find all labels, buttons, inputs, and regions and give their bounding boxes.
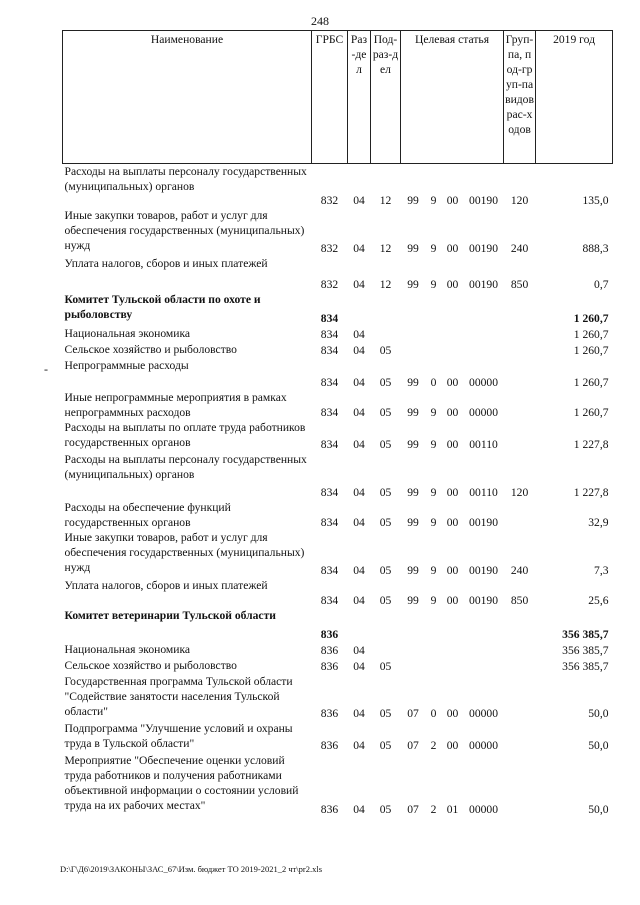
- row-target-code: 00000: [469, 802, 499, 816]
- row-expense-type: 850: [510, 593, 529, 607]
- row-expense-type: [504, 342, 536, 358]
- row-sum: 0,7: [594, 277, 609, 291]
- row-target-event: [442, 608, 464, 642]
- row-name: Расходы на выплаты персоналу государственных (муниципальных) органов: [64, 452, 307, 481]
- row-target-program: [401, 326, 426, 342]
- row-target-event: 00: [446, 515, 459, 529]
- row-sum: 1 260,7: [573, 311, 609, 325]
- table-row: [63, 642, 613, 658]
- row-grbs: 836: [320, 802, 339, 816]
- row-expense-type: 850: [510, 277, 529, 291]
- row-target-subprogram: [426, 292, 442, 326]
- row-target-subprogram: [426, 608, 442, 642]
- row-target-event: [442, 326, 464, 342]
- row-target-code: 00110: [469, 437, 498, 451]
- row-sum: 1 227,8: [573, 437, 609, 451]
- row-target-subprogram: 9: [430, 405, 437, 419]
- table-row: [63, 326, 613, 342]
- row-target-event: 00: [446, 277, 459, 291]
- row-name: Сельское хозяйство и рыболовство: [64, 658, 237, 672]
- table-row: [63, 608, 613, 642]
- row-sum: 135,0: [582, 193, 609, 207]
- row-sum: 356 385,7: [562, 659, 609, 673]
- row-target-subprogram: 9: [430, 437, 437, 451]
- row-podrazdel: 05: [379, 593, 392, 607]
- row-target-code: 00110: [469, 485, 498, 499]
- row-razdel: [348, 292, 371, 326]
- table-row: [63, 358, 613, 390]
- row-razdel: 04: [353, 405, 365, 419]
- row-target-subprogram: 9: [430, 485, 437, 499]
- row-razdel: 04: [353, 706, 365, 720]
- table-row: [63, 452, 613, 500]
- row-name: Расходы на выплаты персоналу государственных (муниципальных) органов: [64, 165, 307, 193]
- row-expense-type: [504, 674, 536, 721]
- row-target-event: 00: [446, 485, 459, 499]
- row-name: Комитет Тульской области по охоте и рыболовству: [64, 292, 261, 321]
- row-target-code: [464, 642, 504, 658]
- row-target-subprogram: 9: [430, 241, 437, 255]
- row-expense-type: 120: [510, 485, 529, 499]
- row-target-code: 00000: [469, 706, 499, 720]
- header-row: [63, 31, 613, 164]
- row-razdel: 04: [353, 563, 365, 577]
- row-grbs: 834: [320, 563, 339, 577]
- row-target-program: 99: [407, 405, 419, 419]
- row-target-code: 00190: [469, 241, 499, 255]
- row-razdel: 04: [353, 343, 365, 357]
- row-razdel: 04: [353, 241, 365, 255]
- table-row: [63, 500, 613, 530]
- row-target-event: 01: [446, 802, 459, 816]
- row-target-subprogram: 0: [430, 706, 437, 720]
- row-target-event: 00: [446, 706, 459, 720]
- row-grbs: 834: [320, 515, 339, 529]
- row-sum: 356 385,7: [562, 643, 609, 657]
- row-target-event: 00: [446, 437, 459, 451]
- row-grbs: 836: [320, 627, 339, 641]
- row-target-subprogram: 2: [430, 802, 437, 816]
- row-target-program: 99: [407, 515, 419, 529]
- row-sum: 50,0: [588, 706, 609, 720]
- row-name: Комитет ветеринарии Тульской области: [64, 608, 276, 622]
- row-target-program: 99: [407, 193, 419, 207]
- row-name: Иные закупки товаров, работ и услуг для обеспечения государственных (муниципальных) нужд: [64, 530, 305, 574]
- row-target-program: [401, 658, 426, 674]
- row-target-event: [442, 658, 464, 674]
- row-sum: 1 260,7: [573, 327, 609, 341]
- row-podrazdel: 12: [379, 277, 392, 291]
- row-grbs: 834: [320, 327, 339, 341]
- row-name: Национальная экономика: [64, 326, 191, 340]
- row-target-program: 99: [407, 485, 419, 499]
- row-target-program: 99: [407, 277, 419, 291]
- row-target-program: 99: [407, 563, 419, 577]
- row-name: Мероприятие "Обеспечение оценки условий труда работников и получения работниками объективной информации о состоянии условий труда на их рабочих местах": [64, 753, 299, 812]
- row-sum: 1 260,7: [573, 405, 609, 419]
- row-target-program: [401, 342, 426, 358]
- row-sum: 7,3: [594, 563, 609, 577]
- row-grbs: 836: [320, 738, 339, 752]
- row-grbs: 832: [320, 277, 339, 291]
- row-name: Непрограммные расходы: [64, 358, 189, 372]
- page-number: 248: [311, 14, 329, 28]
- row-razdel: 04: [353, 193, 365, 207]
- row-target-event: 00: [446, 738, 459, 752]
- row-target-code: [464, 292, 504, 326]
- row-target-code: [464, 608, 504, 642]
- table-row: [63, 721, 613, 753]
- row-target-code: 00000: [469, 375, 499, 389]
- row-target-subprogram: 9: [430, 593, 437, 607]
- header-razdel: Раз-дел: [348, 31, 371, 164]
- table-row: [63, 164, 613, 208]
- row-target-code: [464, 658, 504, 674]
- row-sum: 25,6: [588, 593, 609, 607]
- row-razdel: 04: [353, 802, 365, 816]
- table-row: [63, 674, 613, 721]
- row-target-code: 00190: [469, 193, 499, 207]
- row-target-event: [442, 642, 464, 658]
- row-target-event: 00: [446, 405, 459, 419]
- row-grbs: 834: [320, 437, 339, 451]
- table-row: [63, 420, 613, 452]
- row-target-event: 00: [446, 375, 459, 389]
- row-sum: 1 260,7: [573, 343, 609, 357]
- row-podrazdel: 05: [379, 563, 392, 577]
- row-grbs: 834: [320, 593, 339, 607]
- file-path-footer: D:\Г\Д6\2019\ЗАКОНЫ\ЗАС_67\Изм. бюджет ТО 2019-2021_2 чт\pr2.xls: [60, 864, 323, 874]
- row-podrazdel: 05: [379, 738, 392, 752]
- row-name: Подпрограмма "Улучшение условий и охраны труда в Тульской области": [64, 721, 293, 750]
- row-target-subprogram: 9: [430, 563, 437, 577]
- row-target-program: 07: [407, 738, 419, 752]
- row-name: Национальная экономика: [64, 642, 191, 656]
- row-target-code: 00190: [469, 277, 499, 291]
- row-sum: 32,9: [588, 515, 609, 529]
- row-expense-type: [504, 721, 536, 753]
- row-expense-type: 240: [510, 241, 529, 255]
- row-target-program: [401, 642, 426, 658]
- row-razdel: [348, 608, 371, 642]
- row-expense-type: [504, 326, 536, 342]
- table-row: [63, 753, 613, 817]
- row-target-program: 99: [407, 593, 419, 607]
- row-target-code: [464, 342, 504, 358]
- row-name: Сельское хозяйство и рыболовство: [64, 342, 237, 356]
- header-podrazdel: Под-раз-дел: [371, 31, 401, 164]
- row-target-subprogram: 2: [430, 738, 437, 752]
- row-podrazdel: [371, 292, 401, 326]
- row-expense-type: [504, 358, 536, 390]
- row-razdel: 04: [353, 375, 365, 389]
- row-razdel: 04: [353, 643, 365, 657]
- row-expense-type: 240: [510, 563, 529, 577]
- row-name: Уплата налогов, сборов и иных платежей: [64, 578, 268, 592]
- row-grbs: 834: [320, 485, 339, 499]
- row-grbs: 836: [320, 706, 339, 720]
- table-row: [63, 658, 613, 674]
- row-target-code: 00000: [469, 738, 499, 752]
- row-sum: 50,0: [588, 802, 609, 816]
- row-podrazdel: 05: [379, 375, 392, 389]
- row-grbs: 832: [320, 193, 339, 207]
- row-target-subprogram: 9: [430, 193, 437, 207]
- row-podrazdel: 12: [379, 193, 392, 207]
- row-razdel: 04: [353, 515, 365, 529]
- row-podrazdel: [371, 326, 401, 342]
- row-target-event: 00: [446, 241, 459, 255]
- row-grbs: 832: [320, 241, 339, 255]
- row-expense-type: [504, 658, 536, 674]
- header-target: Целевая статья: [401, 31, 504, 164]
- row-expense-type: [504, 390, 536, 420]
- row-target-program: 99: [407, 437, 419, 451]
- row-sum: 50,0: [588, 738, 609, 752]
- row-name: Государственная программа Тульской области "Содействие занятости населения Тульской области": [64, 674, 293, 718]
- table-row: [63, 342, 613, 358]
- header-name: Наименование: [63, 31, 312, 164]
- row-podrazdel: [371, 608, 401, 642]
- row-target-code: 00190: [469, 593, 499, 607]
- row-grbs: 834: [320, 375, 339, 389]
- row-expense-type: [504, 642, 536, 658]
- row-grbs: 834: [320, 405, 339, 419]
- row-podrazdel: 05: [379, 343, 392, 357]
- row-target-program: 99: [407, 375, 419, 389]
- row-target-program: 07: [407, 706, 419, 720]
- row-expense-type: [504, 753, 536, 817]
- row-target-event: 00: [446, 193, 459, 207]
- row-target-event: [442, 292, 464, 326]
- row-sum: 1 260,7: [573, 375, 609, 389]
- row-target-subprogram: [426, 642, 442, 658]
- row-target-program: [401, 292, 426, 326]
- row-expense-type: 120: [510, 193, 529, 207]
- row-podrazdel: [371, 642, 401, 658]
- row-razdel: 04: [353, 593, 365, 607]
- row-expense-type: [504, 420, 536, 452]
- row-sum: 888,3: [582, 241, 609, 255]
- row-target-code: 00190: [469, 515, 499, 529]
- row-name: Уплата налогов, сборов и иных платежей: [64, 256, 268, 270]
- row-target-program: [401, 608, 426, 642]
- row-razdel: 04: [353, 437, 365, 451]
- table-row: [63, 208, 613, 256]
- budget-table: [62, 30, 613, 817]
- row-podrazdel: 05: [379, 659, 392, 673]
- row-podrazdel: 05: [379, 515, 392, 529]
- row-sum: 356 385,7: [562, 627, 609, 641]
- table-row: [63, 256, 613, 292]
- row-sum: 1 227,8: [573, 485, 609, 499]
- row-target-program: 07: [407, 802, 419, 816]
- margin-mark: -: [44, 362, 48, 376]
- row-grbs: 836: [320, 659, 339, 673]
- row-grbs: 834: [320, 343, 339, 357]
- row-podrazdel: 05: [379, 437, 392, 451]
- table-row: [63, 292, 613, 326]
- row-podrazdel: 05: [379, 706, 392, 720]
- row-expense-type: [504, 292, 536, 326]
- row-grbs: 836: [320, 643, 339, 657]
- row-grbs: 834: [320, 311, 339, 325]
- row-expense-type: [504, 608, 536, 642]
- row-podrazdel: 05: [379, 485, 392, 499]
- row-target-code: 00190: [469, 563, 499, 577]
- row-name: Расходы на обеспечение функций государственных органов: [64, 500, 231, 529]
- row-razdel: 04: [353, 738, 365, 752]
- row-razdel: 04: [353, 327, 365, 341]
- row-podrazdel: 05: [379, 802, 392, 816]
- row-name: Иные закупки товаров, работ и услуг для обеспечения государственных (муниципальных) нужд: [64, 208, 305, 252]
- row-target-program: 99: [407, 241, 419, 255]
- row-name: Расходы на выплаты по оплате труда работников государственных органов: [64, 420, 306, 449]
- row-target-event: 00: [446, 593, 459, 607]
- table-row: [63, 390, 613, 420]
- row-target-subprogram: [426, 326, 442, 342]
- row-podrazdel: 12: [379, 241, 392, 255]
- row-target-subprogram: [426, 342, 442, 358]
- row-target-subprogram: 9: [430, 515, 437, 529]
- row-expense-type: [504, 500, 536, 530]
- row-target-code: [464, 326, 504, 342]
- header-group: Груп-па, под-груп-па видов рас-ходов: [504, 31, 536, 164]
- row-razdel: 04: [353, 659, 365, 673]
- row-target-subprogram: 9: [430, 277, 437, 291]
- row-razdel: 04: [353, 485, 365, 499]
- header-grbs: ГРБС: [312, 31, 348, 164]
- table-row: [63, 530, 613, 578]
- row-razdel: 04: [353, 277, 365, 291]
- table-row: [63, 578, 613, 608]
- row-target-event: [442, 342, 464, 358]
- header-year: 2019 год: [536, 31, 613, 164]
- table-body: [63, 164, 613, 817]
- row-target-code: 00000: [469, 405, 499, 419]
- row-target-subprogram: [426, 658, 442, 674]
- row-target-event: 00: [446, 563, 459, 577]
- row-podrazdel: 05: [379, 405, 392, 419]
- row-name: Иные непрограммные мероприятия в рамках непрограммных расходов: [64, 390, 287, 419]
- row-target-subprogram: 0: [430, 375, 437, 389]
